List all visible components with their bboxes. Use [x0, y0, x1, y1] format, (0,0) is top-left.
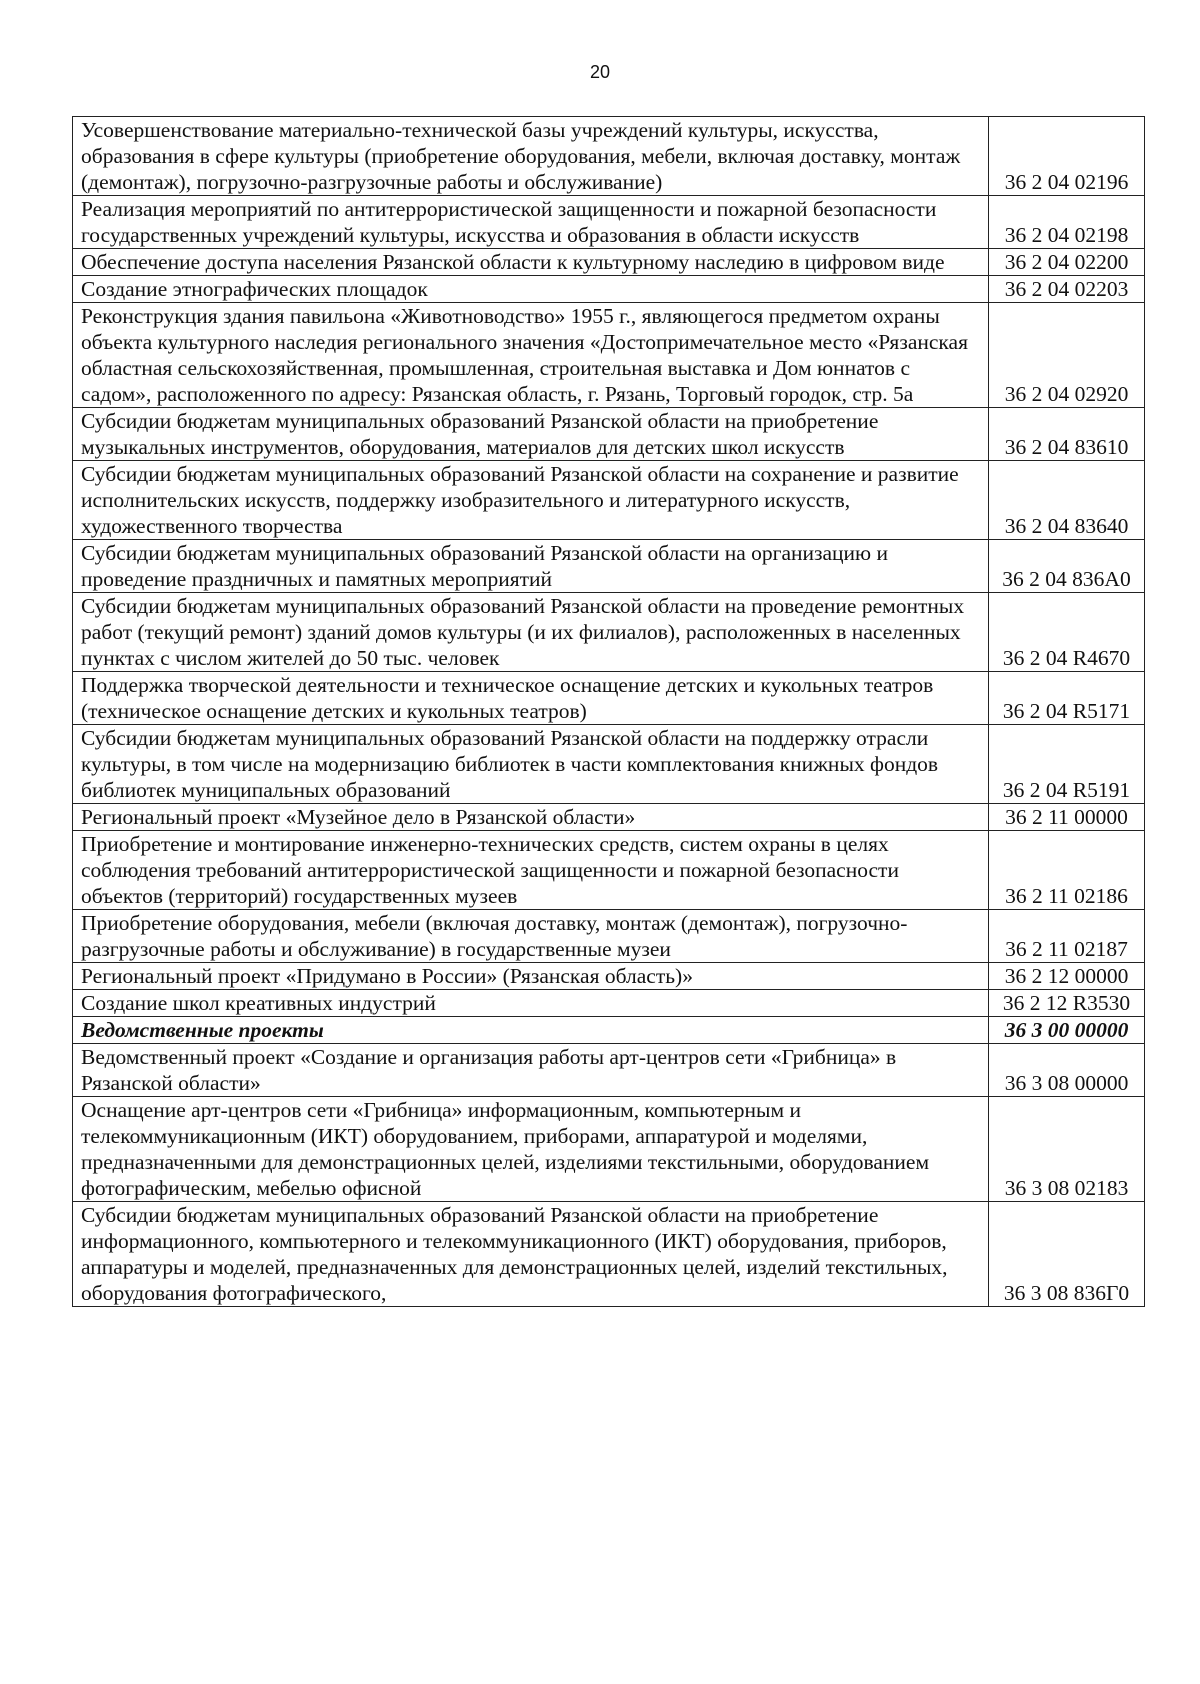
row-description: Субсидии бюджетам муниципальных образований Рязанской области на приобретение музыкальных инструментов, оборудования, материалов для детских школ искусств — [73, 408, 989, 461]
table-row — [73, 1044, 1145, 1097]
table-row — [73, 117, 1145, 196]
row-code: 36 2 04 83610 — [989, 408, 1145, 461]
row-code: 36 2 04 02203 — [989, 276, 1145, 303]
table-row — [73, 804, 1145, 831]
row-description: Ведомственные проекты — [73, 1017, 989, 1044]
row-code: 36 2 04 R5191 — [989, 725, 1145, 804]
row-code: 36 2 11 02186 — [989, 831, 1145, 910]
row-code: 36 2 11 00000 — [989, 804, 1145, 831]
table-row — [73, 1097, 1145, 1202]
page-number: 20 — [589, 62, 611, 82]
row-code: 36 2 04 02196 — [989, 117, 1145, 196]
row-description: Региональный проект «Музейное дело в Рязанской области» — [73, 804, 989, 831]
table-row — [73, 963, 1145, 990]
table-row — [73, 593, 1145, 672]
row-description: Приобретение оборудования, мебели (включая доставку, монтаж (демонтаж), погрузочно-разгрузочные работы и обслуживание) в государственные музеи — [73, 910, 989, 963]
row-code: 36 2 04 R4670 — [989, 593, 1145, 672]
row-code: 36 2 04 02920 — [989, 303, 1145, 408]
table-row — [73, 910, 1145, 963]
table-row — [73, 672, 1145, 725]
row-description: Субсидии бюджетам муниципальных образований Рязанской области на организацию и проведение праздничных и памятных мероприятий — [73, 540, 989, 593]
table-row — [73, 725, 1145, 804]
row-description: Субсидии бюджетам муниципальных образований Рязанской области на поддержку отрасли культуры, в том числе на модернизацию библиотек в части комплектования книжных фондов библиотек муниципальных образований — [73, 725, 989, 804]
row-description: Поддержка творческой деятельности и техническое оснащение детских и кукольных театров (техническое оснащение детских и кукольных театров) — [73, 672, 989, 725]
row-code: 36 2 04 R5171 — [989, 672, 1145, 725]
table-row — [73, 408, 1145, 461]
row-description: Создание школ креативных индустрий — [73, 990, 989, 1017]
row-code: 36 3 08 836Г0 — [989, 1202, 1145, 1307]
table-row — [73, 196, 1145, 249]
row-description: Обеспечение доступа населения Рязанской области к культурному наследию в цифровом виде — [73, 249, 989, 276]
row-description: Реконструкция здания павильона «Животноводство» 1955 г., являющегося предметом охраны объекта культурного наследия регионального значения «Достопримечательное место «Рязанская областная сельскохозяйственная, промышленная, строительная выставка и Дом юннатов с садом», расположенного по адресу: Рязанская область, г. Рязань, Торговый городок, стр. 5а — [73, 303, 989, 408]
row-description: Региональный проект «Придумано в России» (Рязанская область)» — [73, 963, 989, 990]
table-row-section-heading — [73, 1017, 1145, 1044]
budget-classification-table — [72, 116, 1145, 1307]
table-row — [73, 276, 1145, 303]
row-code: 36 2 04 02200 — [989, 249, 1145, 276]
row-code: 36 2 04 02198 — [989, 196, 1145, 249]
row-description: Приобретение и монтирование инженерно-технических средств, систем охраны в целях соблюдения требований антитеррористической защищенности и пожарной безопасности объектов (территорий) государственных музеев — [73, 831, 989, 910]
table-row — [73, 249, 1145, 276]
row-description: Ведомственный проект «Создание и организация работы арт-центров сети «Грибница» в Рязанской области» — [73, 1044, 989, 1097]
row-description: Реализация мероприятий по антитеррористической защищенности и пожарной безопасности государственных учреждений культуры, искусства и образования в области искусств — [73, 196, 989, 249]
table-row — [73, 461, 1145, 540]
table-row — [73, 540, 1145, 593]
row-description: Субсидии бюджетам муниципальных образований Рязанской области на сохранение и развитие исполнительских искусств, поддержку изобразительного и литературного искусств, художественного творчества — [73, 461, 989, 540]
row-description: Субсидии бюджетам муниципальных образований Рязанской области на приобретение информационного, компьютерного и телекоммуникационного (ИКТ) оборудования, приборов, аппаратуры и моделей, предназначенных для демонстрационных целей, изделий текстильных, оборудования фотографического, — [73, 1202, 989, 1307]
row-description: Создание этнографических площадок — [73, 276, 989, 303]
table-row — [73, 831, 1145, 910]
row-code: 36 2 04 836А0 — [989, 540, 1145, 593]
row-code: 36 2 12 00000 — [989, 963, 1145, 990]
row-code: 36 2 11 02187 — [989, 910, 1145, 963]
row-code: 36 3 00 00000 — [989, 1017, 1145, 1044]
row-code: 36 2 12 R3530 — [989, 990, 1145, 1017]
table-body — [73, 117, 1145, 1307]
row-code: 36 3 08 02183 — [989, 1097, 1145, 1202]
row-description: Субсидии бюджетам муниципальных образований Рязанской области на проведение ремонтных работ (текущий ремонт) зданий домов культуры (и их филиалов), расположенных в населенных пунктах с числом жителей до 50 тыс. человек — [73, 593, 989, 672]
row-description: Оснащение арт-центров сети «Грибница» информационным, компьютерным и телекоммуникационным (ИКТ) оборудованием, приборами, аппаратурой и моделями, предназначенными для демонстрационных целей, изделиями текстильными, оборудованием фотографическим, мебелью офисной — [73, 1097, 989, 1202]
row-description: Усовершенствование материально-технической базы учреждений культуры, искусства, образования в сфере культуры (приобретение оборудования, мебели, включая доставку, монтаж (демонтаж), погрузочно-разгрузочные работы и обслуживание) — [73, 117, 989, 196]
table-row — [73, 1202, 1145, 1307]
row-code: 36 3 08 00000 — [989, 1044, 1145, 1097]
row-code: 36 2 04 83640 — [989, 461, 1145, 540]
table-row — [73, 990, 1145, 1017]
table-row — [73, 303, 1145, 408]
